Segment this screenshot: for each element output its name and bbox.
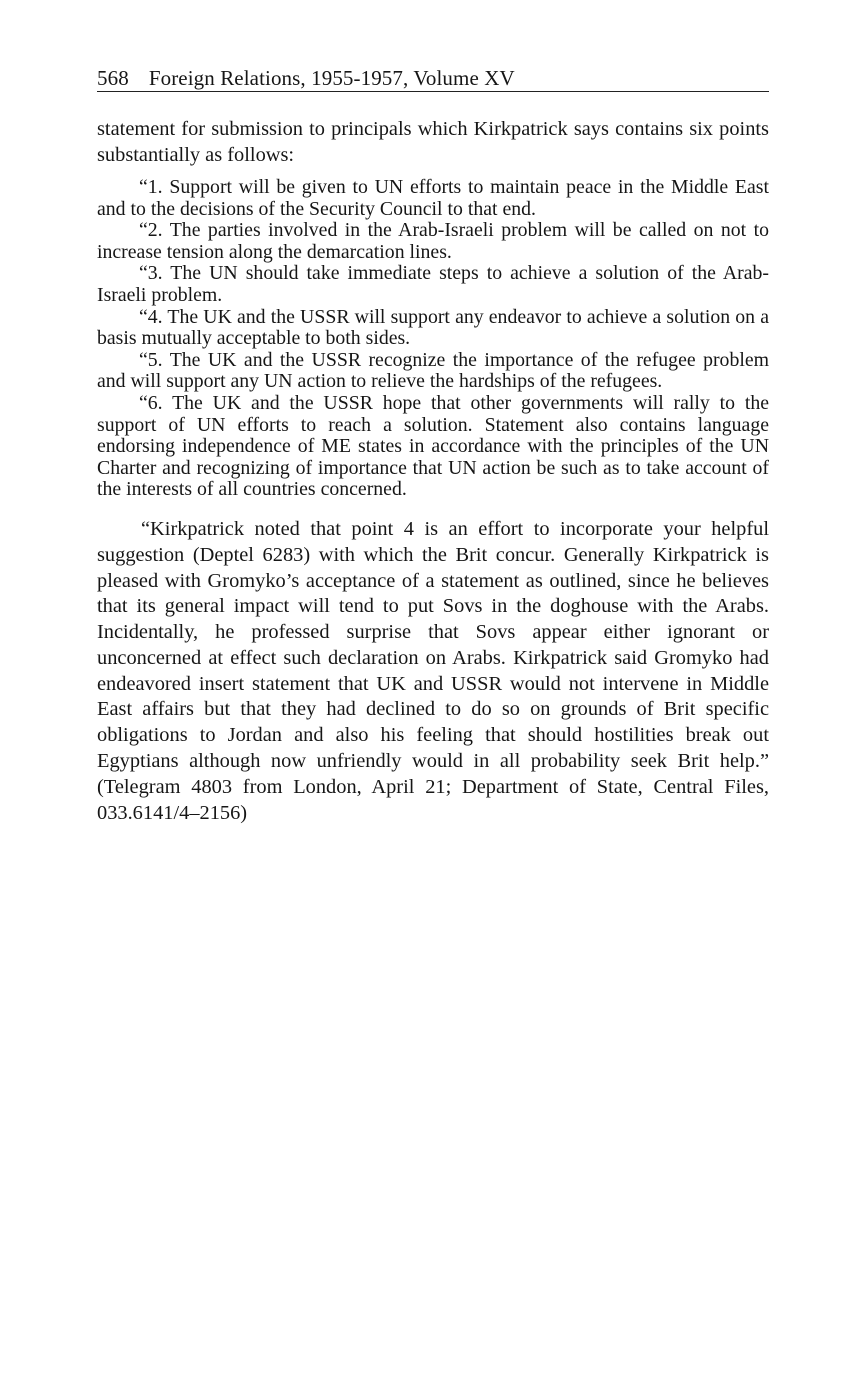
running-header [97,66,769,92]
six-points-list [97,177,769,501]
lead-paragraph: statement for submission to principals which Kirkpatrick says contains six points substantially as follows: [97,118,769,166]
running-title: Foreign Relations, 1955-1957, Volume XV [148,66,515,90]
point-1: “1. Support will be given to UN efforts to maintain peace in the Middle East and to the decisions of the Security Council to that end. [97,176,769,220]
point-6: “6. The UK and the USSR hope that other governments will rally to the support of UN efforts to reach a solution. Statement also contains language endorsing independence of ME states in accordance with the principles of the UN Charter and recognizing of importance that UN action be such as to take account of the interests of all countries concerned. [97,391,769,501]
point-2: “2. The parties involved in the Arab-Israeli problem will be called on not to increase tension along the demarcation lines. [97,219,769,263]
point-4: “4. The UK and the USSR will support any endeavor to achieve a solution on a basis mutually acceptable to both sides. [97,305,769,350]
closing-paragraph: “Kirkpatrick noted that point 4 is an effort to incorporate your helpful suggestion (Deptel 6283) with which the Brit concur. Generally Kirkpatrick is pleased with Gromyko’s acceptance of a statement as outlined, since he believes that its general impact will tend to put Sovs in the doghouse with the Arabs. Incidentally, he professed surprise that Sovs appear either ignorant or unconcerned at effect such declaration on Arabs. Kirkpatrick said Gromyko had endeavored insert statement that UK and USSR would not intervene in Middle East affairs but that they had declined to do so on grounds of Brit specific obligations to Jordan and also his feeling that should hostilities break out Egyptians although now unfriendly would in all probability seek Brit help.” (Telegram 4803 from London, April 21; Department of State, Central Files, 033.6141/4–2156) [97,517,769,824]
point-5: “5. The UK and the USSR recognize the importance of the refugee problem and will support any UN action to relieve the hardships of the refugees. [97,348,769,393]
document-page [97,66,769,826]
page-number: 568 [97,66,129,90]
point-3: “3. The UN should take immediate steps to achieve a solution of the Arab-Israeli problem. [97,262,769,306]
